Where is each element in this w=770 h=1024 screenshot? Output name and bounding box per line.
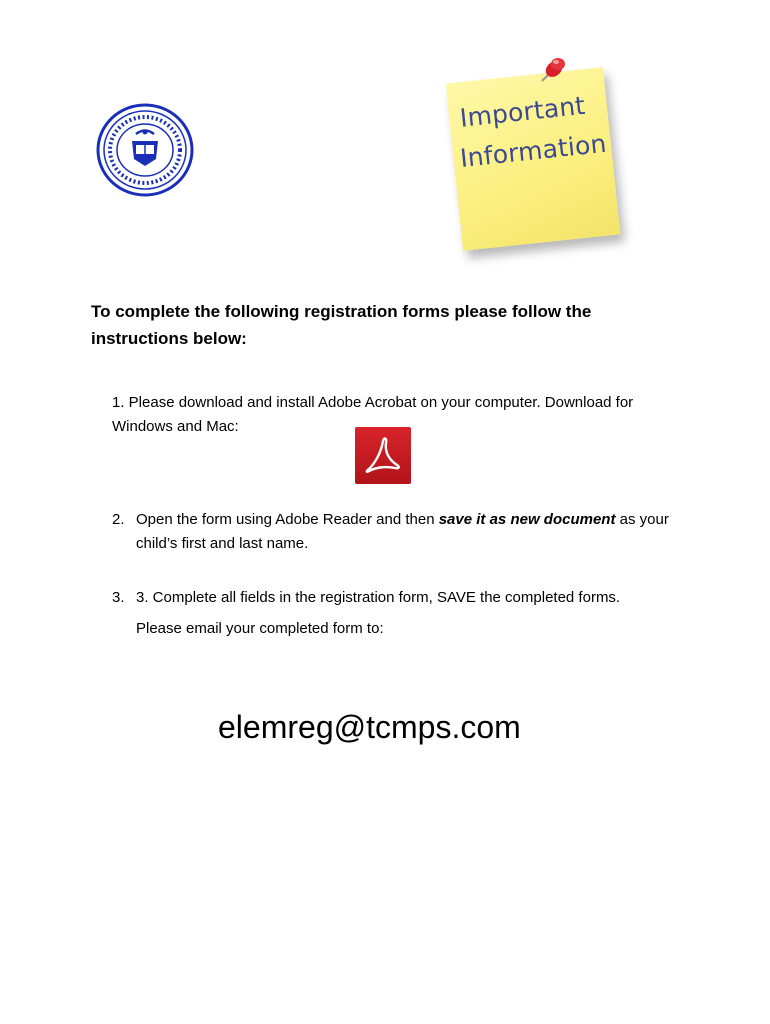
step-2-after: as your child’s first and last name.: [136, 511, 669, 552]
step-1-text: 1. Please download and install Adobe Acrobat on your computer. Download for Windows and Mac:: [112, 394, 634, 435]
registration-email[interactable]: elemreg@tcmps.com: [218, 709, 521, 745]
step-3-line-1: 3. Complete all fields in the registration form, SAVE the completed forms.: [136, 589, 621, 606]
instructions-heading: To complete the following registration forms please follow the instructions below:: [91, 302, 592, 348]
school-seal-icon: [96, 103, 194, 197]
step-2-emphasis: save it as new document: [438, 511, 616, 528]
adobe-acrobat-icon[interactable]: [355, 427, 411, 484]
step-2-text: [136, 508, 696, 556]
note-line-2: Information: [458, 128, 608, 174]
note-line-1: Important: [458, 90, 587, 133]
important-information-note: [440, 55, 640, 270]
step-2-number: 2.: [112, 511, 125, 528]
push-pin-icon: [530, 55, 570, 95]
step-3-line-2: Please email your completed form to:: [136, 620, 384, 637]
step-3-number: 3.: [112, 589, 125, 606]
step-2-before: Open the form using Adobe Reader and then: [136, 511, 439, 528]
